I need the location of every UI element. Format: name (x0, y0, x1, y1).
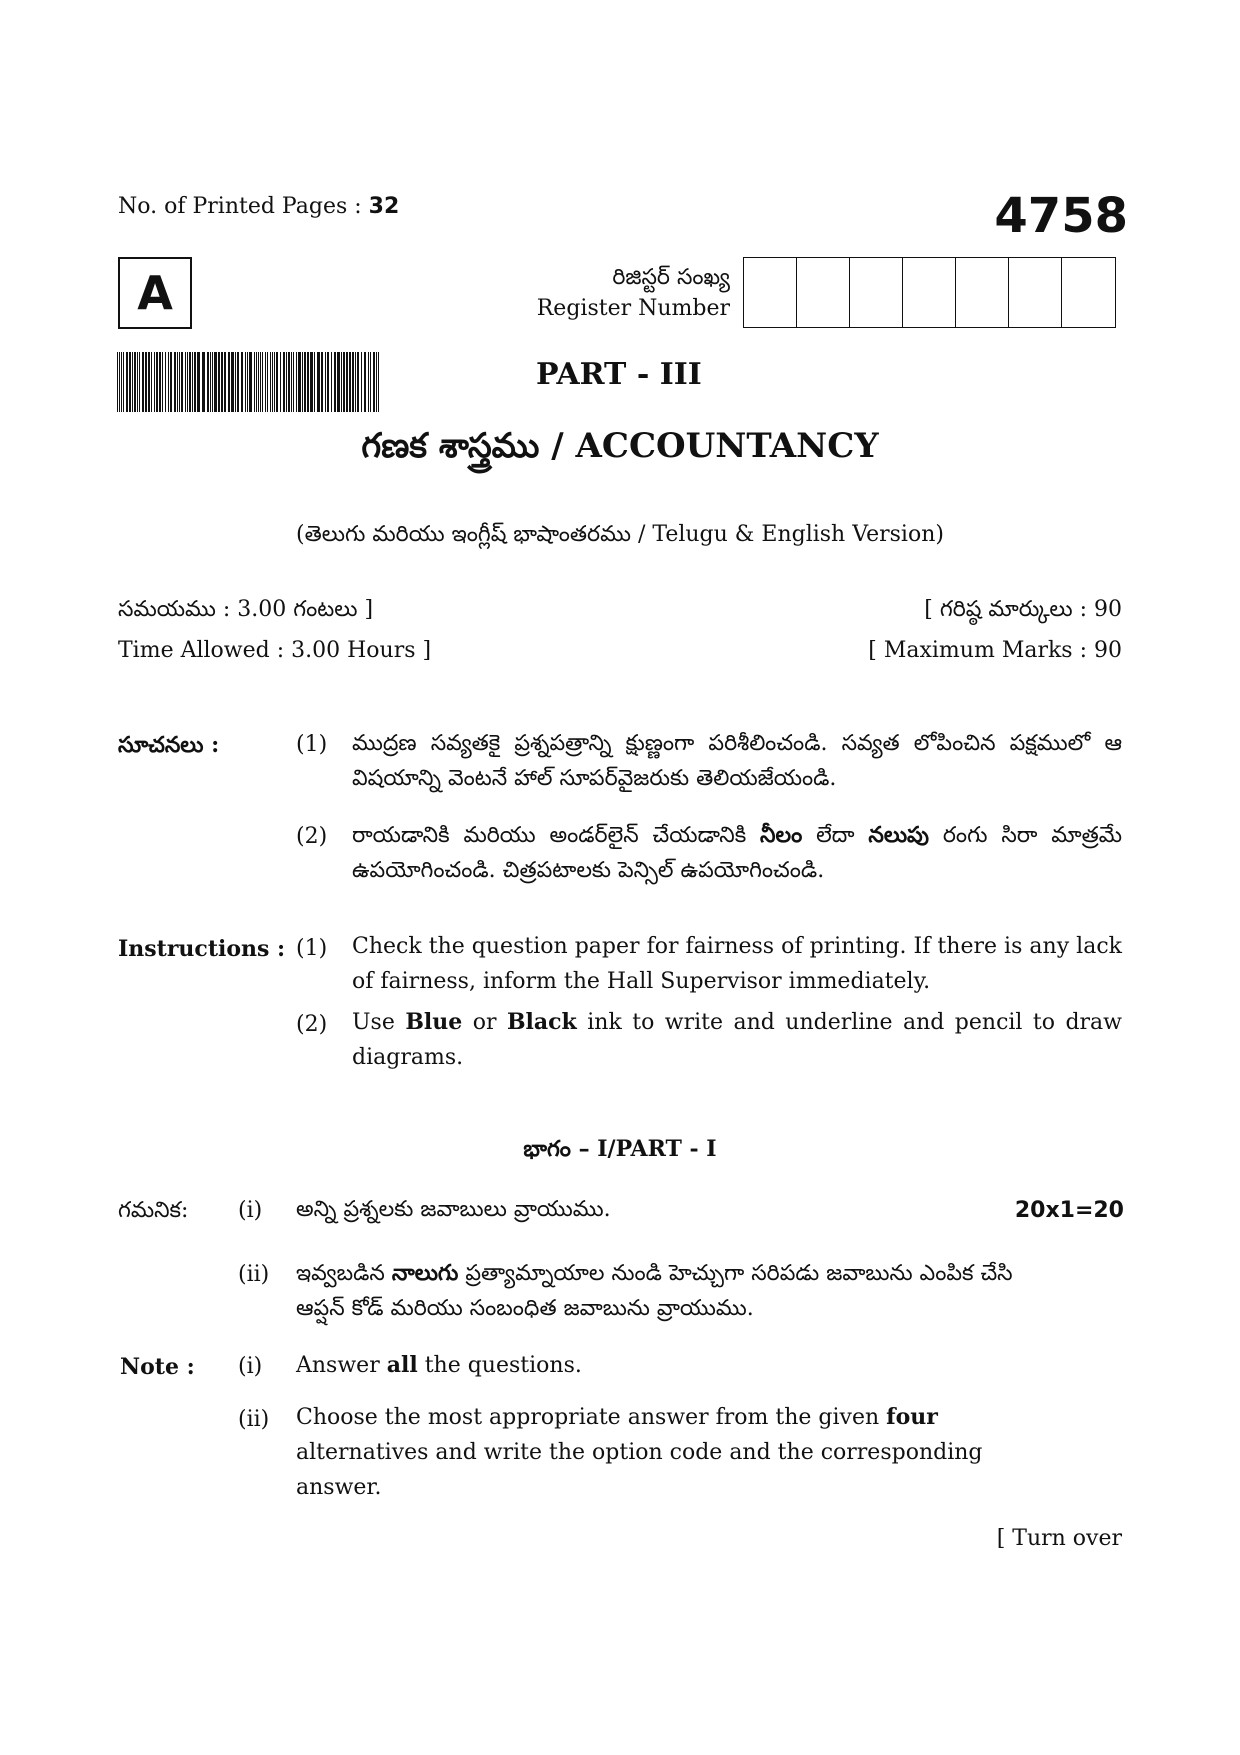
register-digit-box[interactable] (1062, 258, 1115, 327)
register-digit-box[interactable] (850, 258, 903, 327)
note-number: (ii) (238, 1262, 270, 1287)
note-telugu-label: గమనిక: (118, 1198, 189, 1223)
register-digit-box[interactable] (797, 258, 850, 327)
instruction-text: ముద్రణ సవ్యతకై ప్రశ్నపత్రాన్ని క్షుణ్ణంగా పరిశీలించండి. సవ్యత లోపించిన పక్షములో ఆ విషయాన్ని వెంటనే హాల్ సూపర్‌వైజరుకు తెలియజేయండి. (352, 731, 1122, 791)
instruction-number: (2) (296, 1012, 328, 1037)
printed-pages (118, 194, 399, 219)
paper-code: 4758 (994, 188, 1128, 244)
printed-pages-label: No. of Printed Pages : (118, 194, 369, 219)
register-digit-box[interactable] (1009, 258, 1062, 327)
register-label-telugu: రిజిస్టర్ సంఖ్య (612, 265, 730, 290)
note-number: (i) (238, 1198, 263, 1223)
note-number: (ii) (238, 1407, 270, 1432)
part-heading: PART - III (536, 357, 702, 392)
note-text: Choose the most appropriate answer from the given four alternatives and write the option code and the corresponding answer. (296, 1404, 983, 1500)
question-set-box: A (118, 257, 192, 329)
instruction-number: (1) (296, 732, 328, 757)
instruction-number: (2) (296, 824, 328, 849)
time-allowed-telugu: సమయము : 3.00 గంటలు ] (118, 597, 374, 622)
turn-over: [ Turn over (996, 1526, 1122, 1551)
instructions-english-label: Instructions : (118, 936, 286, 962)
note-text: Answer all the questions. (296, 1352, 582, 1378)
register-number-label (500, 262, 730, 324)
part-one-heading: భాగం – I/PART - I (523, 1136, 717, 1162)
note-number: (i) (238, 1354, 263, 1379)
subject-title: గణక శాస్త్రము / ACCOUNTANCY (361, 426, 879, 466)
instruction-text: Check the question paper for fairness of printing. If there is any lack of fairness, inform the Hall Supervisor immediately. (352, 934, 1122, 994)
time-allowed-english: Time Allowed : 3.00 Hours ] (118, 638, 432, 663)
instructions-telugu-label: సూచనలు : (118, 732, 220, 758)
instruction-text: Use Blue or Black ink to write and underline and pencil to draw diagrams. (352, 1009, 1123, 1070)
register-number-boxes[interactable] (743, 257, 1116, 328)
maximum-marks-telugu: [ గరిష్ఠ మార్కులు : 90 (924, 597, 1122, 622)
maximum-marks-english: [ Maximum Marks : 90 (868, 638, 1122, 663)
register-digit-box[interactable] (903, 258, 956, 327)
register-digit-box[interactable] (956, 258, 1009, 327)
register-digit-box[interactable] (744, 258, 797, 327)
version-line: (తెలుగు మరియు ఇంగ్లీష్ భాషాంతరము / Telugu & English Version) (296, 522, 944, 547)
note-text: అన్ని ప్రశ్నలకు జవాబులు వ్రాయుము. (296, 1197, 611, 1222)
barcode-image (117, 352, 381, 412)
register-label-english: Register Number (536, 296, 730, 321)
instruction-text: రాయడానికి మరియు అండర్‌లైన్ చేయడానికి నీలం లేదా నలుపు రంగు సిరా మాత్రమే ఉపయోగించండి. చిత్రపటాలకు పెన్సిల్ ఉపయోగించండి. (352, 822, 1122, 883)
note-text: ఇవ్వబడిన నాలుగు ప్రత్యామ్నాయాల నుండి హెచ్చుగా సరిపడు జవాబును ఎంపిక చేసి ఆప్షన్ కోడ్ మరియు సంబంధిత జవాబును వ్రాయుము. (296, 1260, 1013, 1321)
note-english-label: Note : (120, 1354, 195, 1380)
instruction-number: (1) (296, 936, 328, 961)
part-one-marks: 20x1=20 (1014, 1198, 1124, 1223)
printed-pages-value: 32 (368, 194, 400, 219)
